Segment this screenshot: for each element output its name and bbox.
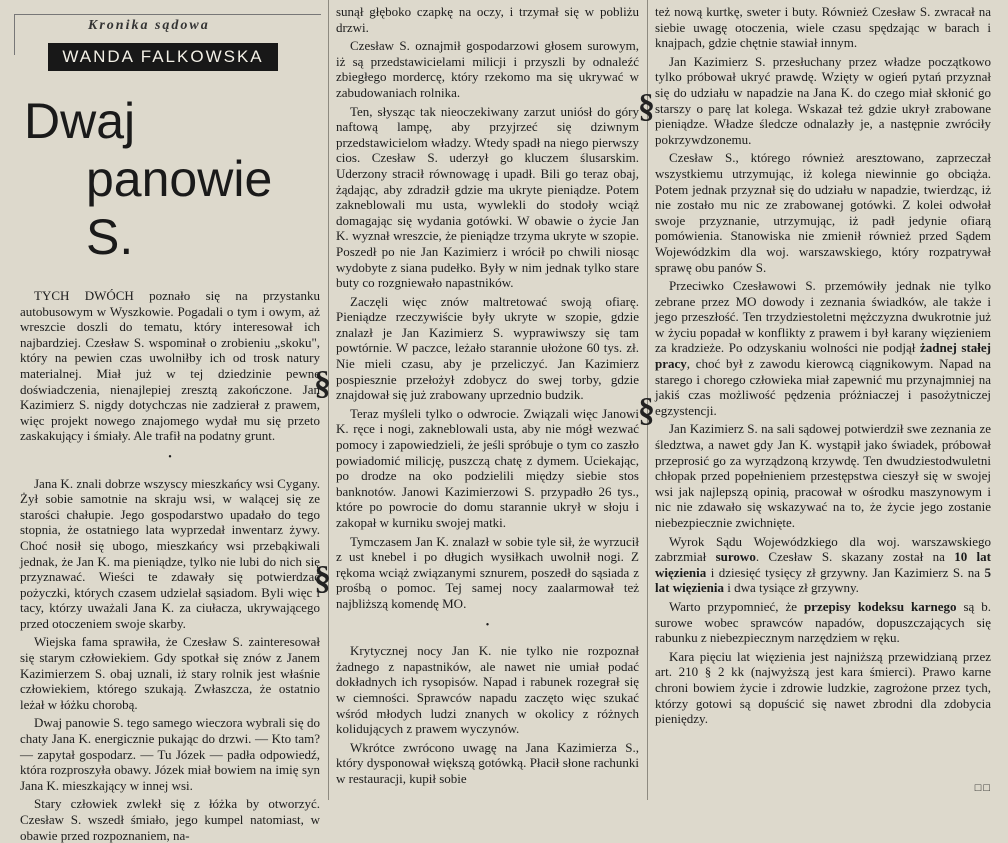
paragraph: Przeciwko Czesławowi S. przemówiły jednak nie tylko zebrane przez MO dowody i zeznania świadków, ale także i jego przeszłość. Ten trzydziestoletni mężczyzna dwukrotnie już w życiu popadał w konflikty z prawem i był karany więzieniem za kradzieże. Po odzyskaniu wolności nie podjął żadnej stałej pracy, choć był z zawodu kierowcą ciągnikowym. Napad na starego i chorego człowieka miał zapewnić mu przynajmniej na jakiś czas możliwość pędzenia próżniaczej i pasożytniczej egzystencji.	[655, 278, 991, 418]
column-2	[336, 4, 639, 798]
paragraph: TYCH DWÓCH poznało się na przystanku autobusowym w Wyszkowie. Pogadali o tym i owym, aż wreszcie doszli do tematu, który interesował ich najbardziej. Czesław S. wspominał o zrobieniu „skoku", który na pewien czas uwolniłby ich od trosk natury materialnej. Miał już w tej dziedzinie pewne doświadczenia, nienajlepiej zresztą zakończone. Jan Kazimierz S. nigdy dotychczas nie zadzierał z prawem, więc projekt nowego znajomego wydał mu się przeto zaskakujący i śmiały. Ale trafił na podatny grunt.	[20, 288, 320, 444]
column-3	[655, 4, 991, 798]
paragraph: Stary człowiek zwlekł się z łóżka by otworzyć. Czesław S. wszedł śmiało, jego kumpel natomiast, w obawie przed rozpoznaniem, na-	[20, 796, 320, 843]
paragraph: Wkrótce zwrócono uwagę na Jana Kazimierza S., który dysponował większą gotówką. Płacił słone rachunki w restauracji, kupił sobie	[336, 739, 639, 786]
paragraph: Krytycznej nocy Jan K. nie tylko nie rozpoznał żadnego z napastników, ale nawet nie umiał podać dokładnych ich rysopisów. Napad i rabunek rozegrał się w ciemności. Sprawców napadu zaczęto więc szukać wśród młodych ludzi znanych w okolicy z różnych kolidujących z prawem wyczynów.	[336, 643, 639, 737]
title-line-1: Dwaj	[24, 93, 136, 149]
title-line-2: panowie S.	[86, 151, 273, 265]
paragraph: Dwaj panowie S. tego samego wieczora wybrali się do chaty Jana K. energicznie pukając do drzwi. — Kto tam?— zapytał gospodarz. — Tu Józek — padła odpowiedź, która rozproszyła obawy. Józek miał bowiem na imię syn Jana K. mieszkający w innej wsi.	[20, 715, 320, 793]
separator-star: •	[485, 619, 490, 631]
paragraph: Jan Kazimierz S. na sali sądowej potwierdził swe zeznania ze śledztwa, a nawet gdy Jan K. wystąpił jako świadek, próbował przeprosić go za wyrządzoną krzywdę. Ten dwudziestodwuletni chłopak przed popełnieniem przestępstwa cieszył się w swojej wsi jak najlepszą opinią, pracował w ośrodku maszynowym i nic nie zdawało się wskazywać na to, że życie jego zostanie niebezpiecznie zwichnięte.	[655, 421, 991, 530]
paragraph: Warto przypomnieć, że przepisy kodeksu karnego są b. surowe wobec sprawców napadów, dopuszczających się rabunku z niebezpiecznym narzędziem w ręku.	[655, 598, 991, 646]
section-kicker: Kronika sądowa	[88, 18, 210, 33]
paragraph: też nową kurtkę, sweter i buty. Również Czesław S. zwracał na siebie uwagę otoczenia, wiele czasu spędzając w barach i knajpach, gdzie chętnie stawiał innym.	[655, 4, 991, 51]
paragraph: Teraz myśleli tylko o odwrocie. Związali więc Janowi K. ręce i nogi, zakneblowali usta, aby nie mógł wezwać pomocy i zapowiedzieli, że jeśli spróbuje o tym co zaszło powiadomić milicję, puszczą chatę z dymem. Uciekając, po drodze na oko podzielili między siebie stos banknotów. Janowi Kazimierzowi S. przypadło 26 tys., które po powrocie do domu starannie ukrył w słoju i zakopał w kurniku swojej matki.	[336, 405, 639, 530]
paragraph: Wyrok Sądu Wojewódzkiego dla woj. warszawskiego zabrzmiał surowo. Czesław S. skazany został na 10 lat więzienia i dziesięć tysięcy zł grzywny. Jan Kazimierz S. na 5 lat więzienia i dwa tysiące zł grzywny.	[655, 533, 991, 596]
paragraph: Jana K. znali dobrze wszyscy mieszkańcy wsi Cygany. Żył sobie samotnie na skraju wsi, w walącej się ze starości chałupie. Jego gospodarstwo upadało do tego stopnia, że ostatniego lata wyprzedał inwentarz żywy. Choć nosił się ubogo, mieszkańcy wsi przebąkiwali jednak, że Jan K. ma pieniądze, tylko nie lubi do nich się przyznawać. Wieści te zdawały się potwierdzać pożyczki, których czasem udzielał sąsiadom. Byli więc i tacy, którzy uważali Jana K. za ciułacza, ukrywającego przed otoczeniem swoje skarby.	[20, 475, 320, 631]
paragraph: Wiejska fama sprawiła, że Czesław S. zainteresował się starym człowiekiem. Gdy spotkał się znów z Janem Kazimierzem S. obaj uznali, iż stary rolnik jest właśnie człowiekiem, którego szukają. Zwłaszcza, że ostatnio leżał w łóżku chorobą.	[20, 634, 320, 712]
paragraph-sign-icon: §	[314, 365, 331, 402]
paragraph-sign-icon: §	[638, 88, 655, 125]
separator-star: •	[168, 451, 172, 463]
paragraph: Kara pięciu lat więzienia jest najniższą przewidzianą przez art. 210 § 2 kk (najwyższą jest kara śmierci). Prawo karne chroni bowiem życie i zdrowie ludzkie, zagrożone przez tych, którzy gotowi są dopuścić się nawet zbrodni dla zdobycia pieniędzy.	[655, 648, 991, 727]
end-of-article-mark: □□	[974, 782, 992, 794]
paragraph: Jan Kazimierz S. przesłuchany przez władze początkowo tylko próbował ukryć prawdę. Wzięty w ogień pytań przyznał się do udziału w napadzie na Jana K. do czego miał skłonić go starszy o parę lat kolega. Wskazał też gdzie ukrył zrabowane pieniądze. Władze śledcze odnalazły je, a następnie zwróciły pokrzywdzonemu.	[655, 53, 991, 147]
paragraph: Zaczęli więc znów maltretować swoją ofiarę. Pieniądze rzeczywiście były ukryte w szopie, gdzie znalazł je Jan Kazimierz S. wyprawiwszy się tam powtórnie. W paczce, leżało starannie ułożone 60 tys. zł. Nie mieli czasu, aby je przeliczyć. Jan Kazimierz pospiesznie przełożył zdobycz do swej torby, gdzie znajdował się już zrabowany uprzednio budzik.	[336, 293, 639, 403]
author-name: WANDA FALKOWSKA	[48, 43, 278, 71]
column-1	[20, 288, 320, 843]
paragraph-sign-icon: §	[314, 560, 331, 597]
article-title	[24, 92, 314, 266]
paragraph-sign-icon: §	[638, 392, 655, 429]
paragraph: sunął głęboko czapkę na oczy, i trzymał się w pobliżu drzwi.	[336, 4, 639, 35]
paragraph: Czesław S., którego również aresztowano, zaprzeczał wszystkiemu utrzymując, iż kolega niewinnie go obciąża. Potem jednak przyznał się do udziału w napadzie, twierdząc, iż nie zostało mu nic ze zrabowanej gotówki. Z kolei odwołał swoje przyznanie, utrzymując, iż padł jedynie ofiarą pomówienia. Stanowiska nie zmienił również przed Sądem Wojewódzkim dla woj. warszawskiego, który rozpatrywał sprawę obu panów S.	[655, 150, 991, 275]
paragraph: Ten, słysząc tak nieoczekiwany zarzut uniósł do góry naftową lampę, aby przyjrzeć się dziwnym przedstawicielom władzy. Wtedy spadł na niego pierwszy cios. Czesław S. uderzył go kluczem ślusarskim. Uderzony stracił równowagę i upadł. Bili go teraz obaj, żądając, aby zdradził gdzie ma ukryte pieniądze. Potem zakneblowali mu usta, wywlekli do stodoły wciąż domagając się wydania gotówki. W obawie o życie Jan K. wyznał wreszcie, że pieniądze trzyma ukryte w szopie. Poszedł po nie Jan Kazimierz i wrócił po chwili niosąc wydobyte z siana pudełko. Były w nim jednak tylko stare buty co rozgniewało napastników.	[336, 103, 639, 291]
paragraph: Czesław S. oznajmił gospodarzowi głosem surowym, iż są przedstawicielami milicji i przyszli by odnaleźć zbiegłego mordercę, który rzekomo ma się ukrywać w zabudowaniach rolnika.	[336, 38, 639, 100]
paragraph: Tymczasem Jan K. znalazł w sobie tyle sił, że wyrzucił z ust knebel i po długich wysiłkach uwolnił nogi. Z rękoma wciąż związanymi sznurem, poszedł do sąsiada z prośbą o pomoc. Tej samej nocy zaalarmował też najbliższą komendę MO.	[336, 533, 639, 611]
